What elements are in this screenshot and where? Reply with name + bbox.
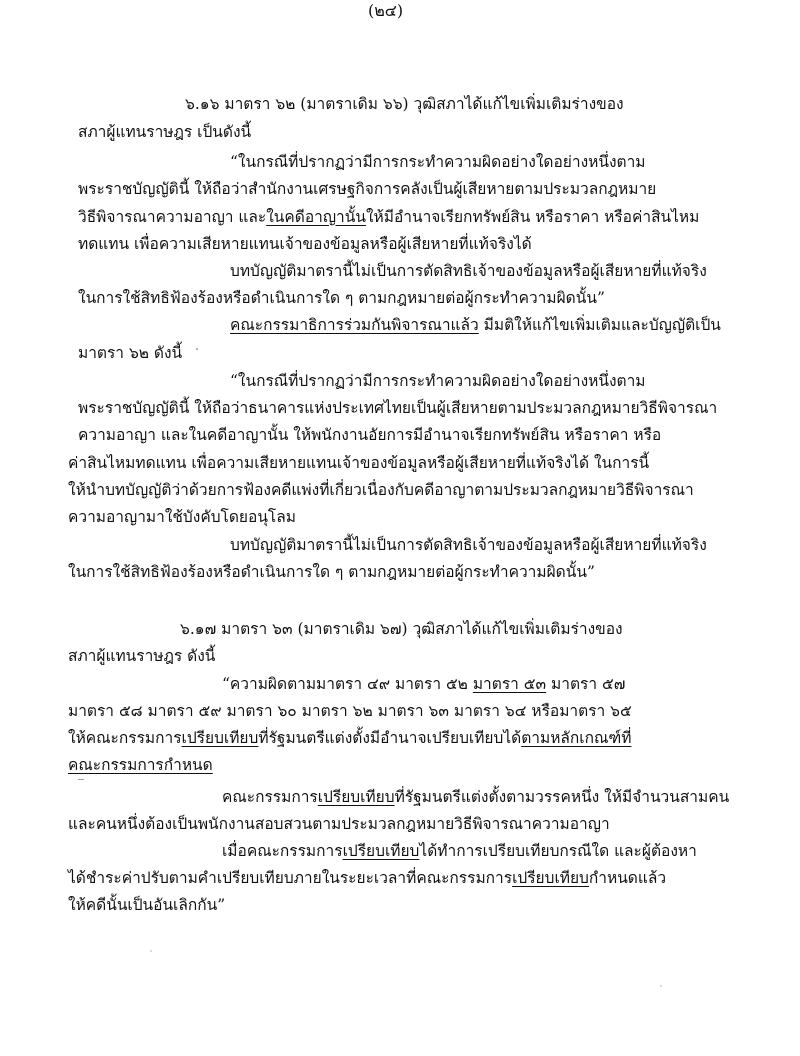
- text-run: มีมติให้แก้ไขเพิ่มเติมและบัญญัติเป็น: [478, 316, 721, 334]
- senate-text-line: บทบัญญัติมาตรานี้ไม่เป็นการตัดสิทธิเจ้าของข้อมูลหรือผู้เสียหายที่แท้จริง: [230, 262, 707, 280]
- section-6-17-text-line: มาตรา ๕๘ มาตรา ๕๙ มาตรา ๖๐ มาตรา ๖๒ มาตรา ๖๓ มาตรา ๖๔ หรือมาตรา ๖๕: [68, 702, 632, 720]
- senate-text-line: พระราชบัญญัตินี้ ให้ถือว่าสำนักงานเศรษฐกิจการคลังเป็นผู้เสียหายตามประมวลกฎหมาย: [78, 180, 657, 198]
- text-run: ที่รัฐมนตรีแต่งตั้งตามวรรคหนึ่ง ให้มีจำนวนสามคน: [394, 788, 730, 806]
- text-run: ได้ทำการเปรียบเทียบกรณีใด และผู้ต้องหา: [419, 842, 697, 860]
- underlined-text: เปรียบเทียบ: [342, 842, 420, 860]
- committee-label: คณะกรรมาธิการร่วมกันพิจารณาแล้ว: [230, 316, 479, 334]
- underlined-text: เปรียบเทียบ: [512, 869, 589, 887]
- section-6-17-text-line: [68, 727, 631, 749]
- scan-speck: [196, 348, 198, 350]
- senate-text-line: ทดแทน เพื่อความเสียหายแทนเจ้าของข้อมูลหรือผู้เสียหายที่แท้จริงได้: [78, 235, 532, 253]
- text-run: ให้คณะกรรมการ: [68, 729, 182, 747]
- committee-text-line: ค่าสินไหมทดแทน เพื่อความเสียหายแทนเจ้าของข้อมูลหรือผู้เสียหายที่แท้จริงได้ ในการนี้: [68, 454, 650, 472]
- page-number: (๒๔): [368, 1, 404, 20]
- committee-text-line: ความอาญามาใช้บังคับโดยอนุโลม: [68, 508, 296, 526]
- text-run: ให้มีอำนาจเรียกทรัพย์สิน หรือราคา หรือค่าสินไหม: [365, 208, 700, 226]
- section-6-17-heading-cont: สภาผู้แทนราษฎร ดังนี้: [68, 647, 216, 665]
- senate-text-line: ในการใช้สิทธิฟ้องร้องหรือดำเนินการใด ๆ ตามกฎหมายต่อผู้กระทำความผิดนั้น”: [78, 289, 605, 307]
- committee-text-line: ในการใช้สิทธิฟ้องร้องหรือดำเนินการใด ๆ ตามกฎหมายต่อผู้กระทำความผิดนั้น”: [68, 563, 595, 581]
- committee-resolution-line: [230, 314, 721, 336]
- text-run: คณะกรรมการ: [222, 788, 318, 806]
- text-run: กำหนดแล้ว: [588, 869, 667, 887]
- senate-text-line: [78, 206, 699, 228]
- text-run: “ความผิดตามมาตรา ๔๙ มาตรา ๕๒: [222, 675, 473, 693]
- senate-text-line: “ในกรณีที่ปรากฏว่ามีการกระทำความผิดอย่างใดอย่างหนึ่งตาม: [230, 153, 646, 171]
- committee-text-line: พระราชบัญญัตินี้ ให้ถือว่าธนาคารแห่งประเทศไทยเป็นผู้เสียหายตามประมวลกฎหมายวิธีพิจารณา: [78, 399, 718, 417]
- text-run: ได้ชำระค่าปรับตามคำเปรียบเทียบภายในระยะเวลาที่คณะกรรมการ: [68, 869, 513, 887]
- section-6-17-text-line: [222, 673, 625, 695]
- section-6-17-text-line: [68, 867, 666, 889]
- underlined-text: เปรียบเทียบ: [181, 729, 259, 747]
- section-6-16-heading: ๖.๑๖ มาตรา ๖๒ (มาตราเดิม ๖๖) วุฒิสภาได้แก้ไขเพิ่มเติมร่างของ: [185, 95, 624, 113]
- committee-text-line: ความอาญา และในคดีอาญานั้น ให้พนักงานอัยการมีอำนาจเรียกทรัพย์สิน หรือราคา หรือ: [78, 426, 662, 444]
- committee-text-line: ให้นำบทบัญญัติว่าด้วยการฟ้องคดีแพ่งที่เกี่ยวเนื่องกับคดีอาญาตามประมวลกฎหมายวิธีพิจารณา: [68, 481, 694, 499]
- committee-text-line: “ในกรณีที่ปรากฏว่ามีการกระทำความผิดอย่างใดอย่างหนึ่งตาม: [230, 372, 646, 390]
- text-run: มาตรา ๕๗: [546, 675, 626, 693]
- scan-speck: [150, 950, 152, 952]
- text-run: ที่รัฐมนตรีแต่งตั้งมีอำนาจเปรียบเทียบได้: [258, 729, 522, 747]
- section-6-16-heading-cont: สภาผู้แทนราษฎร เป็นดังนี้: [78, 123, 252, 141]
- section-6-17-text-line: และคนหนึ่งต้องเป็นพนักงานสอบสวนตามประมวลกฎหมายวิธีพิจารณาความอาญา: [68, 815, 610, 833]
- section-6-17-heading: ๖.๑๗ มาตรา ๖๓ (มาตราเดิม ๖๗) วุฒิสภาได้แก้ไขเพิ่มเติมร่างของ: [180, 620, 623, 638]
- section-6-17-text-line: ให้คดีนั้นเป็นอันเลิกกัน”: [68, 896, 226, 914]
- underlined-text: ในคดีอาญานั้น: [266, 208, 366, 226]
- underlined-text: มาตรา ๕๓: [472, 675, 547, 693]
- underlined-text: เปรียบเทียบ: [317, 788, 395, 806]
- section-6-17-text-line: [222, 840, 697, 862]
- section-6-17-text-line: [68, 754, 213, 776]
- section-6-17-text-line: [222, 786, 729, 808]
- committee-text-line: บทบัญญัติมาตรานี้ไม่เป็นการตัดสิทธิเจ้าของข้อมูลหรือผู้เสียหายที่แท้จริง: [230, 536, 707, 554]
- scan-speck: [78, 779, 84, 780]
- underlined-text: คณะกรรมการกำหนด: [68, 756, 213, 774]
- underlined-text: ตามหลักเกณฑ์ที่: [521, 729, 632, 747]
- text-run: วิธีพิจารณาความอาญา และ: [78, 208, 267, 226]
- scan-speck: [660, 985, 662, 987]
- text-run: เมื่อคณะกรรมการ: [222, 842, 343, 860]
- committee-resolution-line: มาตรา ๖๒ ดังนี้: [78, 344, 183, 362]
